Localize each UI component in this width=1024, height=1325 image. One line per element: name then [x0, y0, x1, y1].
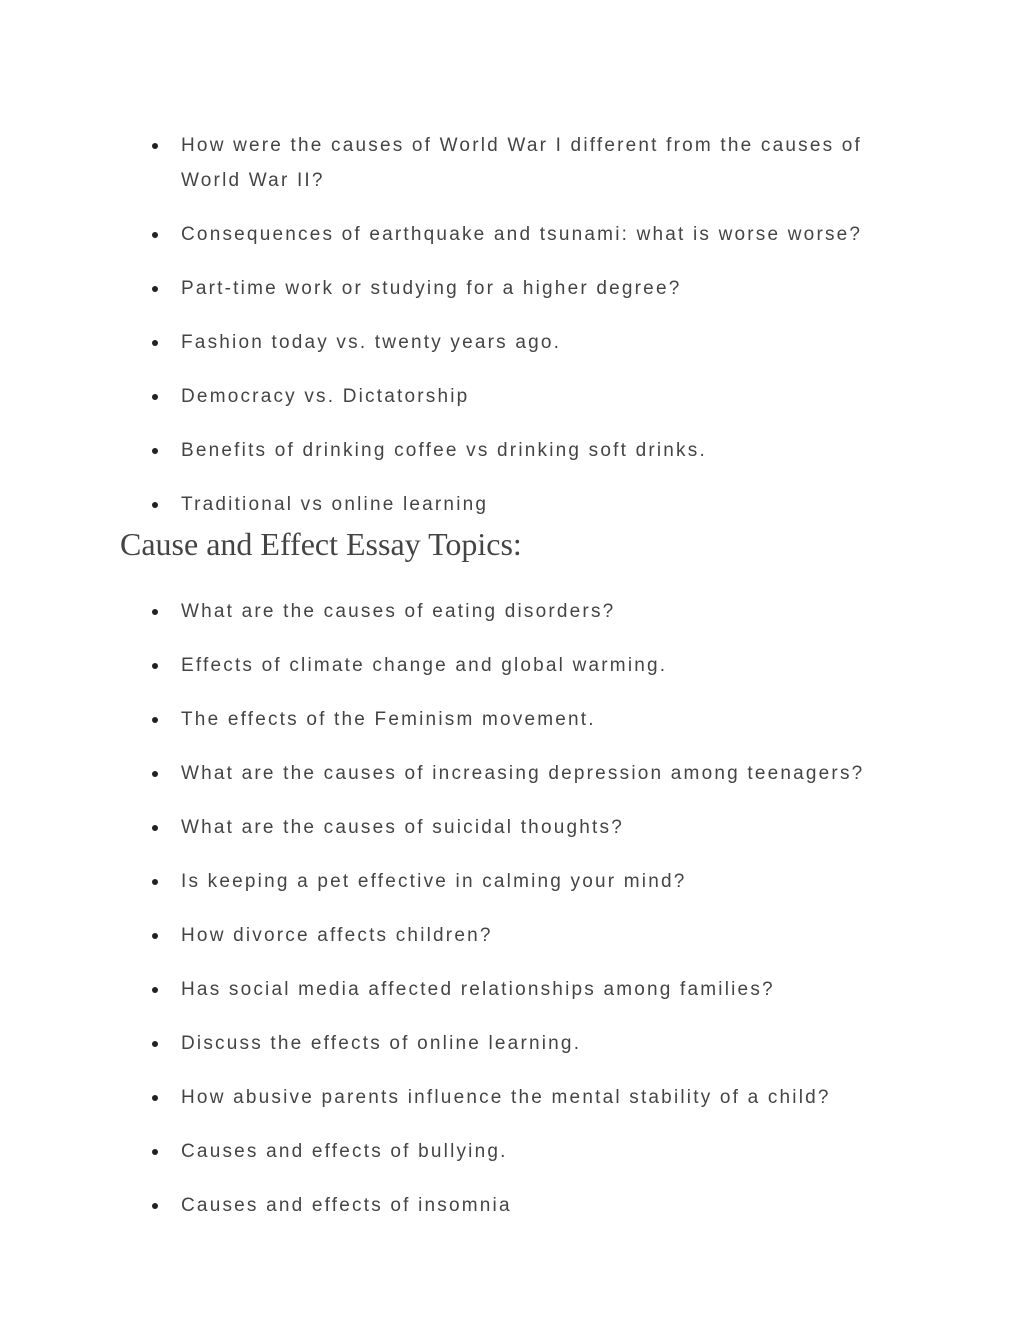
list-item: Has social media affected relationships among families?: [0, 972, 1024, 1007]
section-heading: Cause and Effect Essay Topics:: [120, 526, 522, 562]
list-item: Consequences of earthquake and tsunami: what is worse worse?: [0, 217, 1024, 252]
list-item: Fashion today vs. twenty years ago.: [0, 325, 1024, 360]
list-item: Benefits of drinking coffee vs drinking soft drinks.: [0, 433, 1024, 468]
list-item: Discuss the effects of online learning.: [0, 1026, 1024, 1061]
cause-effect-topics-list: [0, 594, 1024, 1242]
list-item: Is keeping a pet effective in calming your mind?: [0, 864, 1024, 899]
list-item: What are the causes of suicidal thoughts?: [0, 810, 1024, 845]
list-item: What are the causes of increasing depression among teenagers?: [0, 756, 1024, 791]
list-item: Democracy vs. Dictatorship: [0, 379, 1024, 414]
list-item: What are the causes of eating disorders?: [0, 594, 1024, 629]
list-item: Part-time work or studying for a higher degree?: [0, 271, 1024, 306]
list-item: The effects of the Feminism movement.: [0, 702, 1024, 737]
list-item: Effects of climate change and global warming.: [0, 648, 1024, 683]
list-item: Causes and effects of bullying.: [0, 1134, 1024, 1169]
list-item: How divorce affects children?: [0, 918, 1024, 953]
list-item: Traditional vs online learning: [0, 487, 1024, 522]
comparison-topics-list: [0, 128, 1024, 541]
list-item: Causes and effects of insomnia: [0, 1188, 1024, 1223]
list-item: How were the causes of World War I different from the causes of World War II?: [0, 128, 1024, 198]
list-item: How abusive parents influence the mental stability of a child?: [0, 1080, 1024, 1115]
